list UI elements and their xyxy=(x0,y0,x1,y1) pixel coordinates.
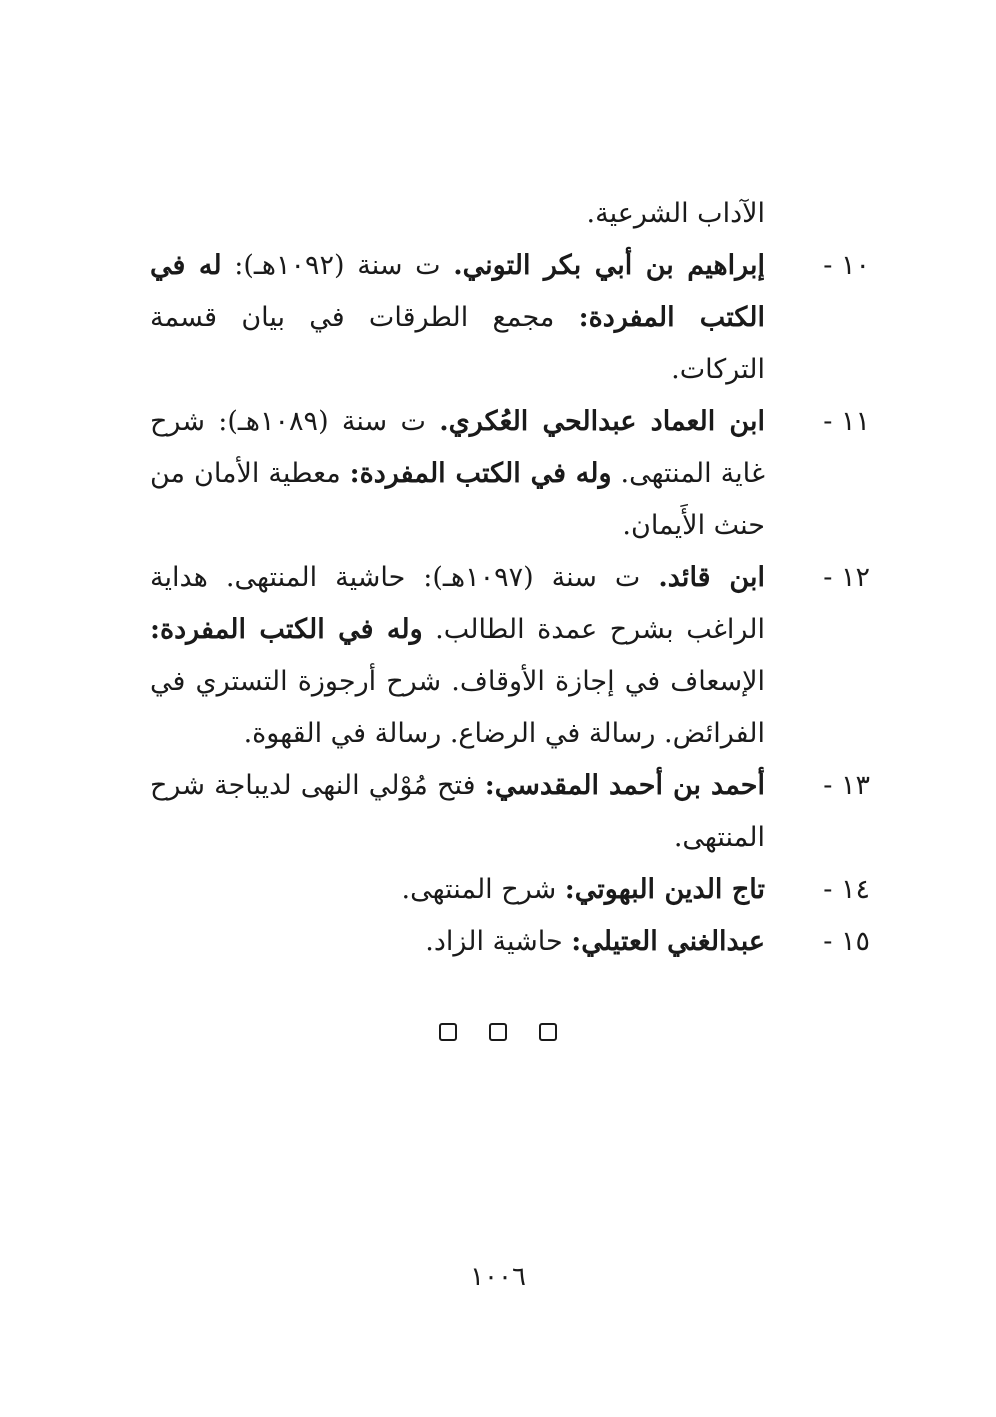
list-item xyxy=(150,552,870,760)
entry-text: ت سنة (١٠٨٩هـ): شرح غاية المنتهى. xyxy=(150,406,765,489)
entry-body xyxy=(150,864,765,916)
entry-body xyxy=(150,916,765,968)
entry-text-2: الإسعاف في إجازة الأوقاف. شرح أرجوزة التستري في الفرائض. رسالة في الرضاع. رسالة في القهوة. xyxy=(150,666,765,749)
entry-text: ت سنة (١٠٩٢هـ): xyxy=(221,250,454,281)
continuation-line: الآداب الشرعية. xyxy=(586,198,765,229)
entry-author: ابن قائد. xyxy=(658,562,765,593)
list-item xyxy=(150,864,870,916)
entry-text-2: مجمع الطرقات في بيان قسمة التركات. xyxy=(150,302,765,385)
entry-text-2: معطية الأمان من حنث الأَيمان. xyxy=(150,458,765,541)
entry-author: أحمد بن أحمد المقدسي: xyxy=(484,770,765,801)
entry-number: ١٠ - xyxy=(823,250,870,281)
entry-body xyxy=(150,240,765,396)
entry-separate-works-label: وله في الكتب المفردة: xyxy=(150,614,423,645)
entry-number: ١٢ - xyxy=(823,562,870,593)
entry-body xyxy=(150,552,765,760)
list-item xyxy=(150,760,870,864)
entry-author: إبراهيم بن أبي بكر التوني. xyxy=(453,250,765,281)
entry-number: ١٣ - xyxy=(823,770,870,801)
entry-body xyxy=(150,396,765,552)
entry-text: شرح المنتهى. xyxy=(401,874,565,905)
square-ornament-icon xyxy=(439,1023,457,1041)
square-ornament-icon xyxy=(539,1023,557,1041)
entry-separate-works-label: له في الكتب المفردة: xyxy=(150,250,765,333)
entry-number: ١٤ - xyxy=(823,874,870,905)
entry-author: تاج الدين البهوتي: xyxy=(564,874,765,905)
entry-number: ١٥ - xyxy=(823,926,870,957)
list-item xyxy=(150,396,870,552)
entry-author: عبدالغني العتيلي: xyxy=(571,926,765,957)
entry-separate-works-label: وله في الكتب المفردة: xyxy=(349,458,612,489)
entry-text: حاشية الزاد. xyxy=(425,926,572,957)
section-end-ornament xyxy=(0,1023,996,1041)
page-number: ١٠٠٦ xyxy=(470,1262,526,1292)
list-item xyxy=(150,240,870,396)
entry-body xyxy=(150,760,765,864)
entry-author: ابن العماد عبدالحي العُكري. xyxy=(439,406,765,437)
entry-text: فتح مُوْلي النهى لديباجة شرح المنتهى. xyxy=(150,770,765,853)
entry-text: ت سنة (١٠٩٧هـ): حاشية المنتهى. هداية الراغب بشرح عمدة الطالب. xyxy=(150,562,765,645)
square-ornament-icon xyxy=(489,1023,507,1041)
entry-number: ١١ - xyxy=(823,406,870,437)
main-text xyxy=(150,188,870,968)
list-item xyxy=(150,916,870,968)
